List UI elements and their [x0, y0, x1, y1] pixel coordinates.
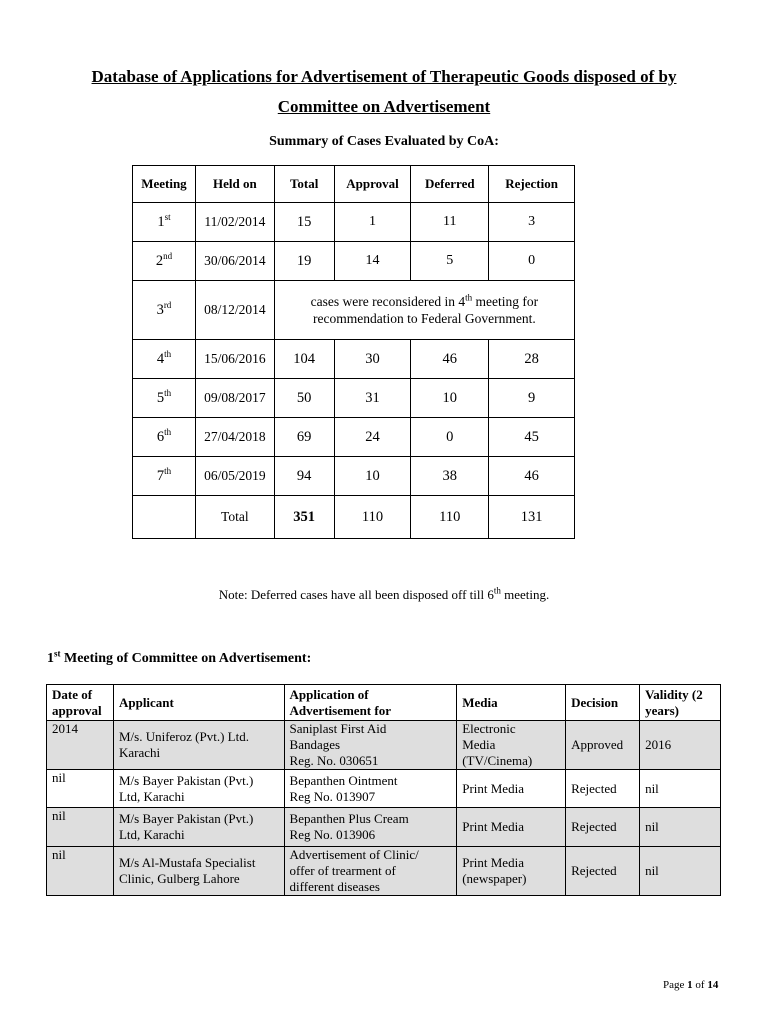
header-media: Media — [457, 685, 566, 721]
header-approval: Approval — [334, 166, 411, 203]
media-type: Print Media — [457, 770, 566, 808]
meeting-number: 7th — [133, 457, 196, 496]
application-detail: Bepanthen Ointment Reg No. 013907 — [284, 770, 457, 808]
media-type: Print Media (newspaper) — [457, 847, 566, 896]
media-type: Print Media — [457, 808, 566, 847]
meeting-number: 2nd — [133, 242, 196, 281]
validity: nil — [640, 808, 721, 847]
summary-total-row — [133, 496, 575, 539]
rejection-cell: 3 — [489, 203, 575, 242]
total-label: Total — [195, 496, 274, 539]
total-deferred: 110 — [411, 496, 489, 539]
summary-row — [133, 281, 575, 340]
total-cell: 19 — [274, 242, 334, 281]
held-on-date: 11/02/2014 — [195, 203, 274, 242]
rejection-cell: 46 — [489, 457, 575, 496]
deferred-cell: 38 — [411, 457, 489, 496]
validity: 2016 — [640, 721, 721, 770]
document-title-line-1: Database of Applications for Advertisement of Therapeutic Goods disposed of by — [91, 67, 677, 86]
reconsidered-note: cases were reconsidered in 4th meeting for recommendation to Federal Government. — [274, 281, 574, 340]
validity: nil — [640, 847, 721, 896]
total-cell: 104 — [274, 340, 334, 379]
approval-date: nil — [47, 808, 114, 847]
header-decision: Decision — [566, 685, 640, 721]
approval-date: nil — [47, 770, 114, 808]
approval-cell: 30 — [334, 340, 411, 379]
meeting-number: 6th — [133, 418, 196, 457]
approval-cell: 10 — [334, 457, 411, 496]
meeting-number: 1st — [133, 203, 196, 242]
header-held-on: Held on — [195, 166, 274, 203]
approval-date: 2014 — [47, 721, 114, 770]
grand-total: 351 — [274, 496, 334, 539]
table-row — [47, 721, 721, 770]
header-meeting: Meeting — [133, 166, 196, 203]
approval-cell: 1 — [334, 203, 411, 242]
deferred-cell: 11 — [411, 203, 489, 242]
rejection-cell: 45 — [489, 418, 575, 457]
summary-title: Summary of Cases Evaluated by CoA: — [269, 134, 499, 149]
applicant-name: M/s. Uniferoz (Pvt.) Ltd. Karachi — [113, 721, 284, 770]
decision: Rejected — [566, 847, 640, 896]
summary-row — [133, 418, 575, 457]
deferred-cell: 5 — [411, 242, 489, 281]
table-row — [47, 770, 721, 808]
summary-row — [133, 203, 575, 242]
header-validity: Validity (2 years) — [640, 685, 721, 721]
held-on-date: 15/06/2016 — [195, 340, 274, 379]
held-on-date: 30/06/2014 — [195, 242, 274, 281]
header-rejection: Rejection — [489, 166, 575, 203]
application-detail: Bepanthen Plus Cream Reg No. 013906 — [284, 808, 457, 847]
approval-cell: 14 — [334, 242, 411, 281]
deferred-note: Note: Deferred cases have all been disposed off till 6th meeting. — [218, 585, 550, 602]
media-type: Electronic Media (TV/Cinema) — [457, 721, 566, 770]
meeting-number: 4th — [133, 340, 196, 379]
total-approval: 110 — [334, 496, 411, 539]
total-cell: 94 — [274, 457, 334, 496]
header-total: Total — [274, 166, 334, 203]
meeting-number: 5th — [133, 379, 196, 418]
held-on-date: 08/12/2014 — [195, 281, 274, 340]
total-cell: 69 — [274, 418, 334, 457]
header-date-of-approval: Date of approval — [47, 685, 114, 721]
applications-header-row — [47, 685, 721, 721]
summary-row — [133, 457, 575, 496]
approval-cell: 24 — [334, 418, 411, 457]
deferred-cell: 0 — [411, 418, 489, 457]
application-detail: Advertisement of Clinic/ offer of trearment of different diseases — [284, 847, 457, 896]
held-on-date: 27/04/2018 — [195, 418, 274, 457]
applicant-name: M/s Al-Mustafa Specialist Clinic, Gulberg Lahore — [113, 847, 284, 896]
held-on-date: 06/05/2019 — [195, 457, 274, 496]
empty-cell — [133, 496, 196, 539]
summary-table — [132, 165, 575, 539]
page-number: Page 1 of 14 — [663, 979, 719, 991]
held-on-date: 09/08/2017 — [195, 379, 274, 418]
deferred-cell: 10 — [411, 379, 489, 418]
rejection-cell: 9 — [489, 379, 575, 418]
summary-row — [133, 242, 575, 281]
decision: Rejected — [566, 808, 640, 847]
summary-row — [133, 340, 575, 379]
validity: nil — [640, 770, 721, 808]
application-detail: Saniplast First Aid Bandages Reg. No. 030651 — [284, 721, 457, 770]
rejection-cell: 28 — [489, 340, 575, 379]
total-cell: 50 — [274, 379, 334, 418]
header-applicant: Applicant — [113, 685, 284, 721]
meeting-number: 3rd — [133, 281, 196, 340]
summary-row — [133, 379, 575, 418]
summary-header-row — [133, 166, 575, 203]
header-deferred: Deferred — [411, 166, 489, 203]
applications-table — [46, 684, 721, 896]
total-rejection: 131 — [489, 496, 575, 539]
approval-cell: 31 — [334, 379, 411, 418]
approval-date: nil — [47, 847, 114, 896]
applicant-name: M/s Bayer Pakistan (Pvt.) Ltd, Karachi — [113, 808, 284, 847]
deferred-cell: 46 — [411, 340, 489, 379]
header-application: Application of Advertisement for — [284, 685, 457, 721]
meeting-heading: 1st Meeting of Committee on Advertisement: — [47, 648, 312, 666]
rejection-cell: 0 — [489, 242, 575, 281]
document-title-line-2: Committee on Advertisement — [277, 97, 491, 116]
total-cell: 15 — [274, 203, 334, 242]
applicant-name: M/s Bayer Pakistan (Pvt.) Ltd, Karachi — [113, 770, 284, 808]
decision: Rejected — [566, 770, 640, 808]
table-row — [47, 847, 721, 896]
table-row — [47, 808, 721, 847]
decision: Approved — [566, 721, 640, 770]
